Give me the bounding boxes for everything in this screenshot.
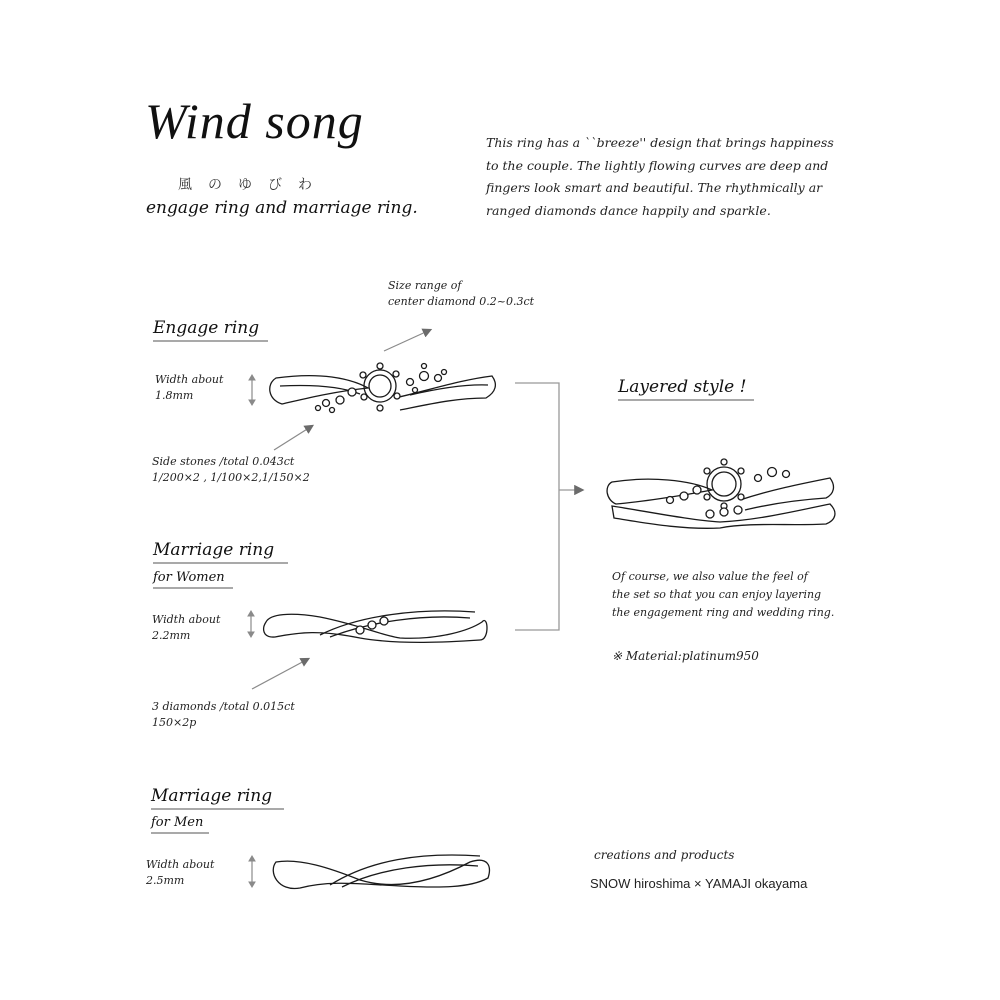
women-subheading: for Women <box>153 570 233 589</box>
women-diamonds-arrow <box>252 659 308 689</box>
layered-ring-illustration <box>607 459 835 528</box>
description-line: Of course, we also value the feel of <box>612 570 808 583</box>
intro-line: to the couple. The lightly flowing curves are deep and <box>486 157 829 173</box>
men-ring-heading: Marriage ring <box>151 786 284 810</box>
layered-bracket <box>515 383 582 630</box>
japanese-title: 風のゆびわ <box>178 177 328 193</box>
layered-heading: Layered style ! <box>618 377 754 401</box>
side-stones-line: 1/200×2 , 1/100×2,1/150×2 <box>152 471 310 484</box>
diamonds-line: 3 diamonds /total 0.015ct <box>152 700 295 713</box>
engage-ring-heading: Engage ring <box>153 318 268 342</box>
width-arrow-icon <box>249 856 255 887</box>
intro-line: fingers look smart and beautiful. The rhythmically ar <box>486 180 823 195</box>
intro-line: ranged diamonds dance happily and sparkle. <box>486 202 771 218</box>
width-value: 2.2mm <box>152 629 191 642</box>
men-ring-illustration <box>273 855 489 888</box>
side-stones-arrow <box>274 426 312 450</box>
description-line: the set so that you can enjoy layering <box>612 588 822 601</box>
width-label: Width about <box>155 373 224 386</box>
width-label: Width about <box>146 858 215 871</box>
center-diamond-arrow <box>384 330 430 351</box>
width-value: 1.8mm <box>155 389 194 402</box>
width-arrow-icon <box>248 611 254 637</box>
engage-ring-illustration <box>270 363 496 413</box>
center-note-line: Size range of <box>388 279 462 292</box>
width-label: Width about <box>152 613 221 626</box>
diamonds-line: 150×2p <box>152 716 197 729</box>
credits-line-1: creations and products <box>594 848 735 862</box>
intro-line: This ring has a ``breeze'' design that brings happiness <box>486 135 834 150</box>
page-subtitle: engage ring and marriage ring. <box>146 198 418 218</box>
width-arrow-icon <box>249 375 255 405</box>
women-ring-heading: Marriage ring <box>153 540 288 564</box>
side-stones-line: Side stones /total 0.043ct <box>152 455 295 468</box>
women-ring-illustration <box>264 611 487 642</box>
center-note-line: center diamond 0.2~0.3ct <box>388 295 535 308</box>
description-line: the engagement ring and wedding ring. <box>612 606 835 619</box>
page-title: Wind song <box>145 93 364 149</box>
material-note: ※ Material:platinum950 <box>612 649 759 663</box>
width-value: 2.5mm <box>146 874 185 887</box>
men-subheading: for Men <box>151 815 209 834</box>
credits-line-2: SNOW hiroshima × YAMAJI okayama <box>590 876 808 891</box>
